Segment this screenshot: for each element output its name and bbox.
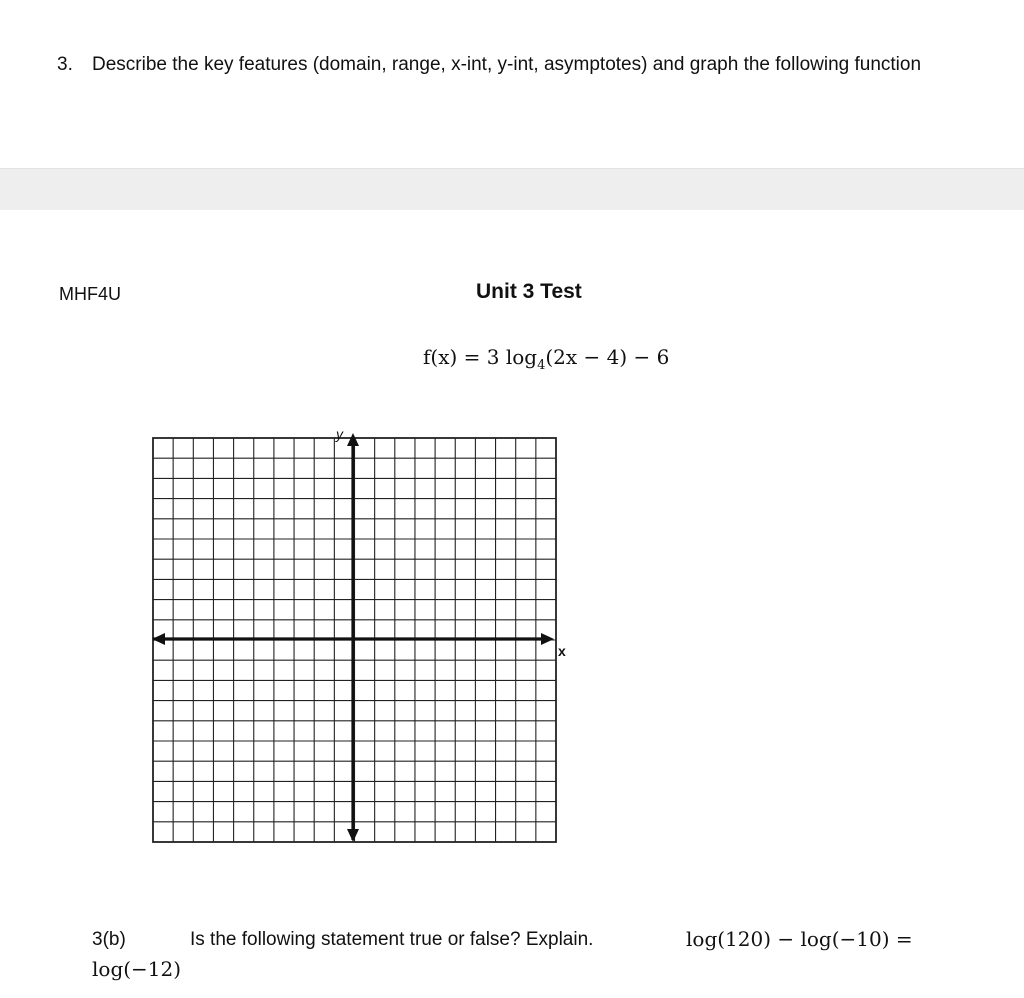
page-title: Unit 3 Test xyxy=(476,280,582,303)
question-3b-expression: log(120) − log(−10) = xyxy=(686,927,913,951)
page-separator xyxy=(0,168,1024,210)
course-code: MHF4U xyxy=(59,284,121,304)
question-3b-label: 3(b) xyxy=(92,929,126,950)
question-prompt: Describe the key features (domain, range, x-int, y-int, asymptotes) and graph the following function xyxy=(92,54,922,75)
question-3b-expression-continued: log(−12) xyxy=(92,957,182,981)
x-axis-label: x xyxy=(558,643,566,659)
function-equation xyxy=(423,345,669,373)
log-base: 4 xyxy=(537,358,546,373)
y-axis-up-arrow xyxy=(347,433,359,446)
function-suffix: (2x − 4) − 6 xyxy=(545,345,670,369)
blank-graph-grid xyxy=(140,420,580,850)
y-axis-label: y xyxy=(336,426,343,442)
x-axis-right-arrow xyxy=(541,633,554,645)
previous-page-section xyxy=(0,0,1024,168)
question-3 xyxy=(57,54,921,76)
x-axis-left-arrow xyxy=(152,633,165,645)
question-3b-prompt: Is the following statement true or false? Explain. xyxy=(190,929,594,950)
question-number: 3. xyxy=(57,54,73,75)
y-axis-down-arrow xyxy=(347,829,359,842)
function-prefix: f(x) = 3 log xyxy=(423,345,538,369)
